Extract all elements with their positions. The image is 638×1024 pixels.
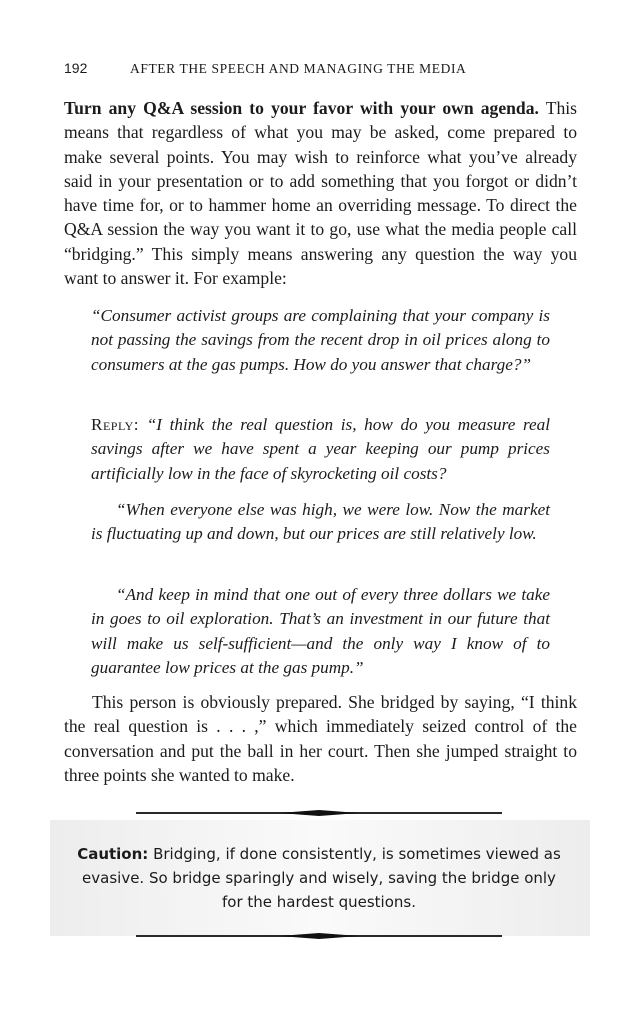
reply-text: “I think the real question is, how do you measure real savings after we have spent a year keeping our pump prices artificially low in the face of skyrocketing oil costs? — [91, 415, 551, 483]
example-question — [91, 304, 550, 377]
caution-text: Bridging, if done consistently, is sometimes viewed as evasive. So bridge sparingly and wisely, saving the bridge only for the hardest questions. — [82, 845, 561, 911]
question-text: “Consumer activist groups are complaining that your company is not passing the savings from the recent drop in oil prices along to consumers at the gas pumps. How do you answer that charge?” — [91, 306, 550, 374]
example-reply-p3 — [91, 583, 550, 680]
page-number: 192 — [64, 60, 88, 76]
example-reply-p2 — [91, 498, 550, 547]
intro-lead-sentence: Turn any Q&A session to your favor with your own agenda. — [64, 98, 539, 118]
top-ornamental-rule — [136, 812, 502, 814]
running-head: AFTER THE SPEECH AND MANAGING THE MEDIA — [130, 61, 467, 76]
intro-paragraph — [64, 96, 577, 290]
caution-note — [70, 842, 568, 914]
page-header — [64, 60, 598, 82]
caution-label: Caution: — [77, 845, 149, 863]
intro-text: This means that regardless of what you may be asked, come prepared to make several points. You may wish to reinforce what you’ve already said in your presentation or to add something that you forgot or didn’t have time for, or to hammer home an overriding message. To direct the Q&A session the way you want it to go, use what the media people call “bridging.” This simply means answering any question the way you want to answer it. For example: — [64, 98, 577, 289]
analysis-paragraph — [64, 690, 577, 788]
reply-paragraph-3: “And keep in mind that one out of every three dollars we take in goes to oil exploration. That’s an investment in our future that will make us self-sufficient—and the only way I know of to guarantee low prices at the gas pump.” — [91, 585, 550, 677]
reply-paragraph-2: “When everyone else was high, we were low. Now the market is fluctuating up and down, but our prices are still relatively low. — [91, 500, 550, 544]
example-reply — [91, 413, 550, 486]
analysis-text: This person is obviously prepared. She bridged by saying, “I think the real question is . . . ,” which immediately seized control of the conversation and put the ball in her court. Then she jumped straight to three points she wanted to make. — [64, 692, 577, 786]
reply-label: Reply: — [91, 415, 140, 434]
bottom-ornamental-rule — [136, 935, 502, 937]
